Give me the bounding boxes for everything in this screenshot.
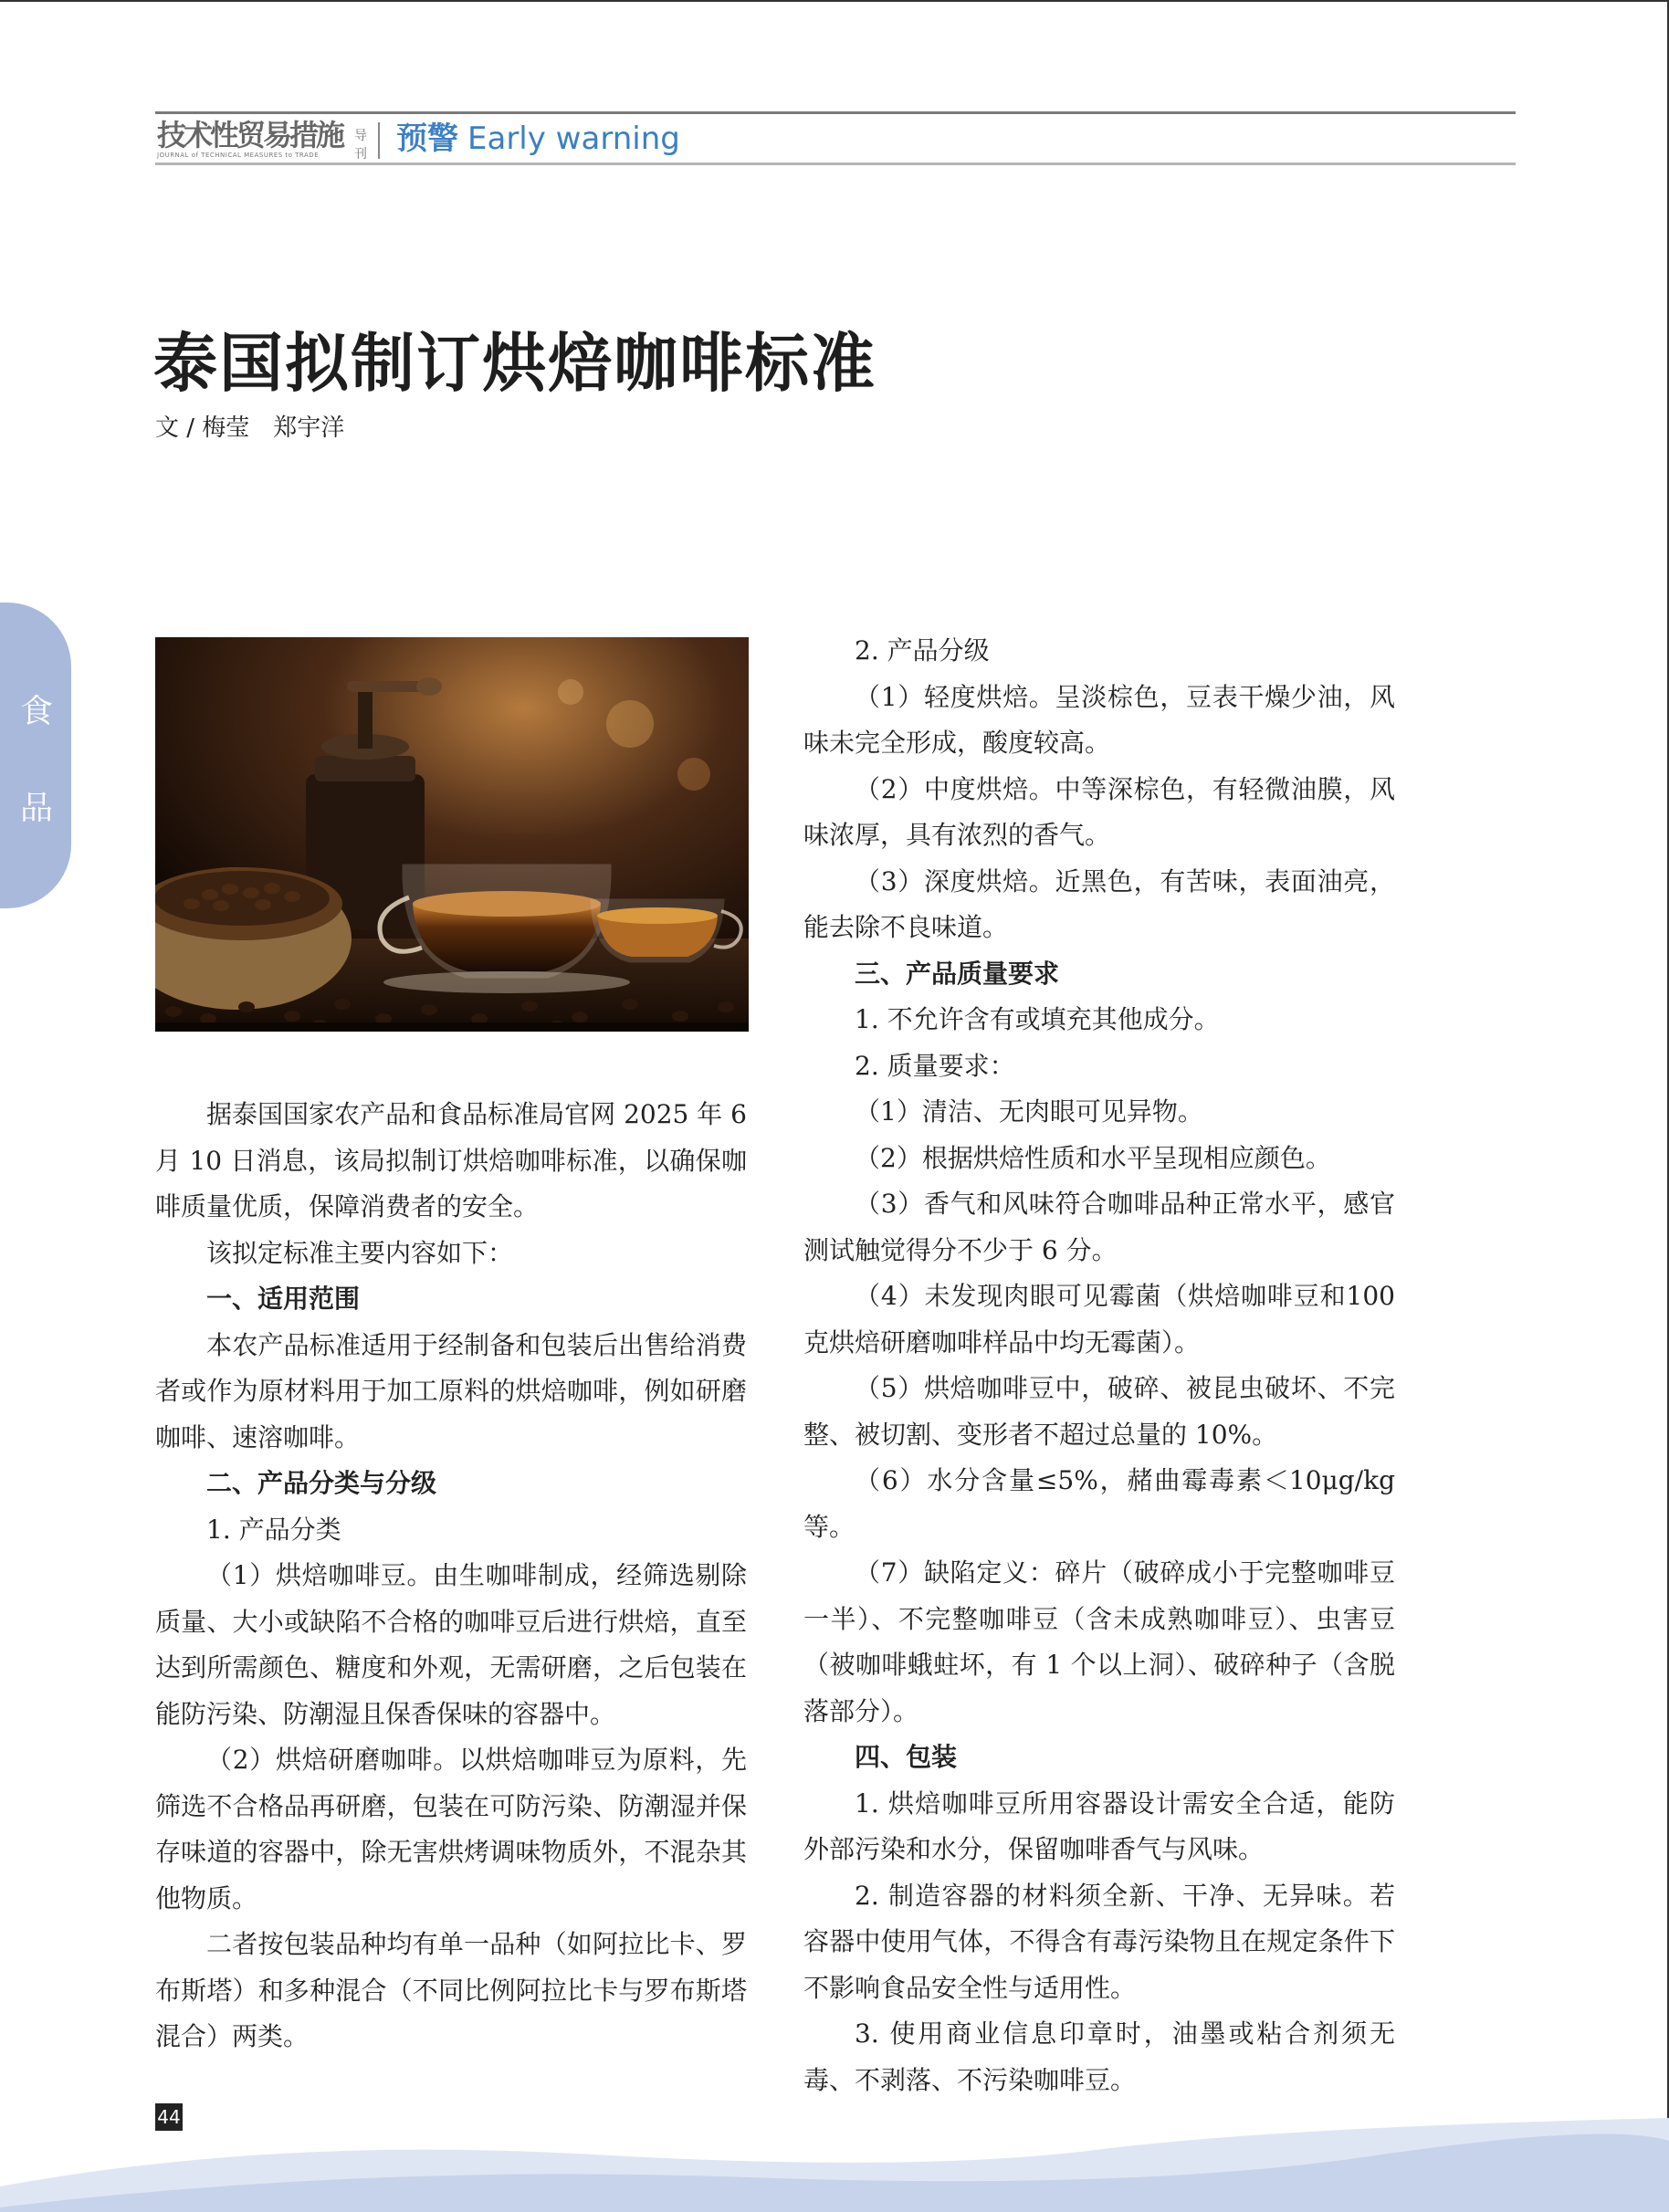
left-section-heading: 二、产品分类与分级	[206, 1468, 437, 1498]
article-title: 泰国拟制订烘焙咖啡标准	[153, 326, 876, 401]
left-paragraph: 二者按包装品种均有单一品种（如阿拉比卡、罗布斯塔）和多种混合（不同比例阿拉比卡与罗布斯塔混合）两类。	[155, 1929, 747, 2051]
right-paragraph: 2. 质量要求：	[855, 1050, 1015, 1081]
left-paragraph: 1. 产品分类	[206, 1514, 341, 1545]
side-tab-char: 食	[19, 693, 53, 730]
section-label-cn: 预警	[396, 121, 458, 157]
left-text-column	[155, 1092, 747, 2060]
left-paragraph: （2）烘焙研磨咖啡。以烘焙咖啡豆为原料，先筛选不合格品再研磨，包装在可防污染、防潮湿并保存味道的容器中，除无害烘烤调味物质外，不混杂其他物质。	[155, 1745, 747, 1913]
left-paragraph: 本农产品标准适用于经制备和包装后出售给消费者或作为原材料用于加工原料的烘焙咖啡，例如研磨咖啡、速溶咖啡。	[155, 1329, 747, 1452]
right-section-heading: 四、包装	[855, 1742, 958, 1772]
journal-logo	[157, 119, 373, 161]
left-section-heading: 一、适用范围	[206, 1284, 361, 1314]
category-side-tab	[0, 603, 71, 908]
page-border-top	[0, 0, 1669, 2]
right-paragraph: （7）缺陷定义：碎片（破碎成小于完整咖啡豆一半）、不完整咖啡豆（含未成熟咖啡豆）、虫害豆（被咖啡蛾蛀坏，有 1 个以上洞）、破碎种子（含脱落部分）。	[803, 1557, 1395, 1726]
right-paragraph: 2. 产品分级	[855, 635, 990, 666]
right-paragraph: 1. 烘焙咖啡豆所用容器设计需安全合适，能防外部污染和水分，保留咖啡香气与风味。	[803, 1787, 1395, 1864]
left-paragraph: （1）烘焙咖啡豆。由生咖啡制成，经筛选剔除质量、大小或缺陷不合格的咖啡豆后进行烘焙，直至达到所需颜色、糖度和外观，无需研磨，之后包装在能防污染、防潮湿且保香保味的容器中。	[155, 1560, 747, 1729]
article-byline: 文 / 梅莹 郑宇洋	[155, 414, 345, 442]
right-paragraph: （4）未发现肉眼可见霉菌（烘焙咖啡豆和100克烘焙研磨咖啡样品中均无霉菌）。	[803, 1281, 1395, 1358]
left-paragraph: 该拟定标准主要内容如下：	[206, 1237, 514, 1268]
right-paragraph: （3）香气和风味符合咖啡品种正常水平，感官测试触觉得分不少于 6 分。	[803, 1189, 1395, 1265]
page-number: 44	[155, 2103, 183, 2131]
right-paragraph: 3. 使用商业信息印章时，油墨或粘合剂须无毒、不剥落、不污染咖啡豆。	[803, 2018, 1395, 2095]
section-label	[396, 119, 680, 159]
right-paragraph: （6）水分含量≤5%，赭曲霉毒素＜10μg/kg等。	[803, 1465, 1395, 1542]
right-paragraph: （1）清洁、无肉眼可见异物。	[855, 1096, 1203, 1127]
side-tab-char: 品	[19, 790, 53, 827]
section-label-en: Early warning	[467, 121, 680, 157]
right-paragraph: （2）根据烘焙性质和水平呈现相应颜色。	[855, 1142, 1331, 1173]
right-paragraph: （2）中度烘焙。中等深棕色，有轻微油膜，风味浓厚，具有浓烈的香气。	[803, 773, 1395, 850]
right-paragraph: （5）烘焙咖啡豆中，破碎、被昆虫破坏、不完整、被切割、变形者不超过总量的 10%。	[803, 1373, 1395, 1450]
right-paragraph: （1）轻度烘焙。呈淡棕色，豆表干燥少油，风味未完全形成，酸度较高。	[803, 681, 1395, 758]
header-rule-top	[155, 111, 1516, 114]
journal-suffix: 导刊	[354, 129, 367, 162]
right-paragraph: 1. 不允许含有或填充其他成分。	[855, 1004, 1220, 1034]
journal-name: 技术性贸易措施	[157, 118, 343, 152]
right-paragraph: 2. 制造容器的材料须全新、干净、无异味。若容器中使用气体，不得含有毒污染物且在规定条件下不影响食品安全性与适用性。	[803, 1880, 1395, 2003]
right-section-heading: 三、产品质量要求	[855, 958, 1060, 989]
header-rule-bottom	[155, 162, 1516, 165]
journal-english-name: JOURNAL of TECHNICAL MEASURES to TRADE	[157, 152, 320, 159]
right-paragraph: （3）深度烘焙。近黑色，有苦味，表面油亮，能去除不良味道。	[803, 865, 1395, 942]
header-separator	[378, 122, 380, 159]
bottom-wave-decoration	[0, 2100, 1669, 2212]
right-text-column	[803, 628, 1395, 2103]
left-paragraph: 据泰国国家农产品和食品标准局官网 2025 年 6 月 10 日消息，该局拟制订烘焙咖啡标准，以确保咖啡质量优质，保障消费者的安全。	[155, 1099, 747, 1221]
coffee-photo	[155, 637, 749, 1032]
